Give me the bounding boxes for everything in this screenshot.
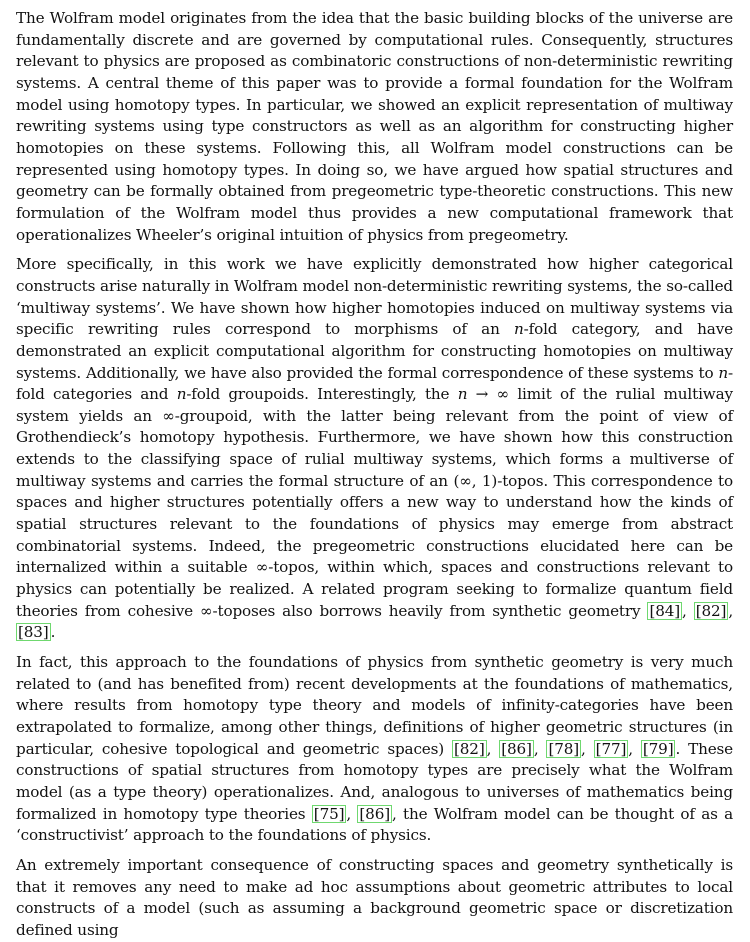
paragraph-4 xyxy=(16,855,733,942)
paragraph-text: , xyxy=(728,601,733,620)
math-expression: n → ∞ xyxy=(457,385,510,404)
paragraph-text: -fold categories and xyxy=(16,363,733,404)
paragraph-3 xyxy=(16,652,733,847)
math-expression: n xyxy=(718,363,729,382)
citation-link[interactable]: [78] xyxy=(548,739,580,758)
citation-link[interactable]: [86] xyxy=(359,804,390,823)
citation-link[interactable]: [82] xyxy=(695,601,727,620)
paragraph-text: , xyxy=(628,739,641,758)
paragraph-text: , xyxy=(346,804,358,823)
paragraph-2 xyxy=(16,254,733,644)
citation-link[interactable]: [82] xyxy=(454,739,485,758)
paragraph-text: An extremely important consequence of constructing spaces and geometry synthetically is that it removes any need to make ad hoc assumptions about geometric attributes to local constructs of a model (such as assuming a background geometric space or discretization defined using xyxy=(16,855,733,939)
paragraph-text: -fold category, and have demonstrated an explicit computational algorithm for constructing homotopies on multiway systems. Additionally, we have also provided the formal correspondence of these systems to xyxy=(16,320,733,382)
paragraph-1 xyxy=(16,8,733,246)
paragraph-text: . xyxy=(50,623,56,642)
paragraph-text: , xyxy=(682,601,694,620)
paragraph-text: , xyxy=(486,739,500,758)
math-expression: n xyxy=(514,320,524,339)
citation-link[interactable]: [79] xyxy=(642,739,674,758)
paragraph-text: In fact, this approach to the foundations of physics from synthetic geometry is very much related to (and has benefited from) recent developments at the foundations of mathematics, where results from homotopy type theory and models of infinity-categories have been extrapolated to formalize, among other things, definitions of higher geometric structures (in particular, cohesive topological and geometric spaces) xyxy=(16,653,733,758)
paragraph-text: , xyxy=(581,739,594,758)
citation-link[interactable]: [77] xyxy=(595,739,627,758)
paragraph-text: limit of the rulial multiway system yields an ∞-groupoid, with the latter being relevant from the point of view of Grothendieck’s homotopy hypothesis. Furthermore, we have shown how this construction extends to the classifying space of rulial multiway systems, which forms a multiverse of multiway systems and carries the formal structure of an (∞, 1)-topos. This correspondence to spaces and higher structures potentially offers a new way to understand how the kinds of spatial structures relevant to the foundations of physics may emerge from abstract combinatorial systems. Indeed, the pregeometric constructions elucidated here can be internalized within a suitable ∞-topos, within which, spaces and constructions relevant to physics can potentially be realized. A related program seeking to formalize quantum field theories from cohesive ∞-toposes also borrows heavily from synthetic geometry xyxy=(16,385,733,620)
citation-link[interactable]: [83] xyxy=(18,623,49,642)
citation-link[interactable]: [86] xyxy=(501,739,532,758)
paragraph-text: , xyxy=(533,739,547,758)
paragraph-text: More specifically, in this work we have explicitly demonstrated how higher categorical constructs arise naturally in Wolfram model non-deterministic rewriting systems, the so-called ‘multiway systems’. We have shown how higher homotopies induced on multiway systems via specific rewriting rules correspond to morphisms of an xyxy=(16,255,733,339)
paragraph-text: . These constructions of spatial structures from homotopy types are precisely what the Wolfram model (as a type theory) operationalizes. And, analogous to universes of mathematics being formalized in homotopy type theories xyxy=(16,739,734,823)
citation-link[interactable]: [84] xyxy=(649,601,681,620)
paragraph-text: , the Wolfram model can be thought of as a ‘constructivist’ approach to the foundations of physics. xyxy=(16,804,733,845)
paragraph-text: -fold groupoids. Interestingly, the xyxy=(186,385,458,404)
citation-link[interactable]: [75] xyxy=(313,804,345,823)
paragraph-text: The Wolfram model originates from the idea that the basic building blocks of the universe are fundamentally discrete and are governed by computational rules. Consequently, structures relevant to physics are proposed as combinatoric constructions of non-deterministic rewriting systems. A central theme of this paper was to provide a formal foundation for the Wolfram model using homotopy types. In particular, we showed an explicit representation of multiway rewriting systems using type constructors as well as an algorithm for constructing higher homotopies on these systems. Following this, all Wolfram model constructions can be represented using homotopy types. In doing so, we have argued how spatial structures and geometry can be formally obtained from pregeometric type-theoretic constructions. This new formulation of the Wolfram model thus provides a new computational framework that operationalizes Wheeler’s original intuition of physics from pregeometry. xyxy=(16,9,733,244)
math-expression: n xyxy=(176,385,187,404)
